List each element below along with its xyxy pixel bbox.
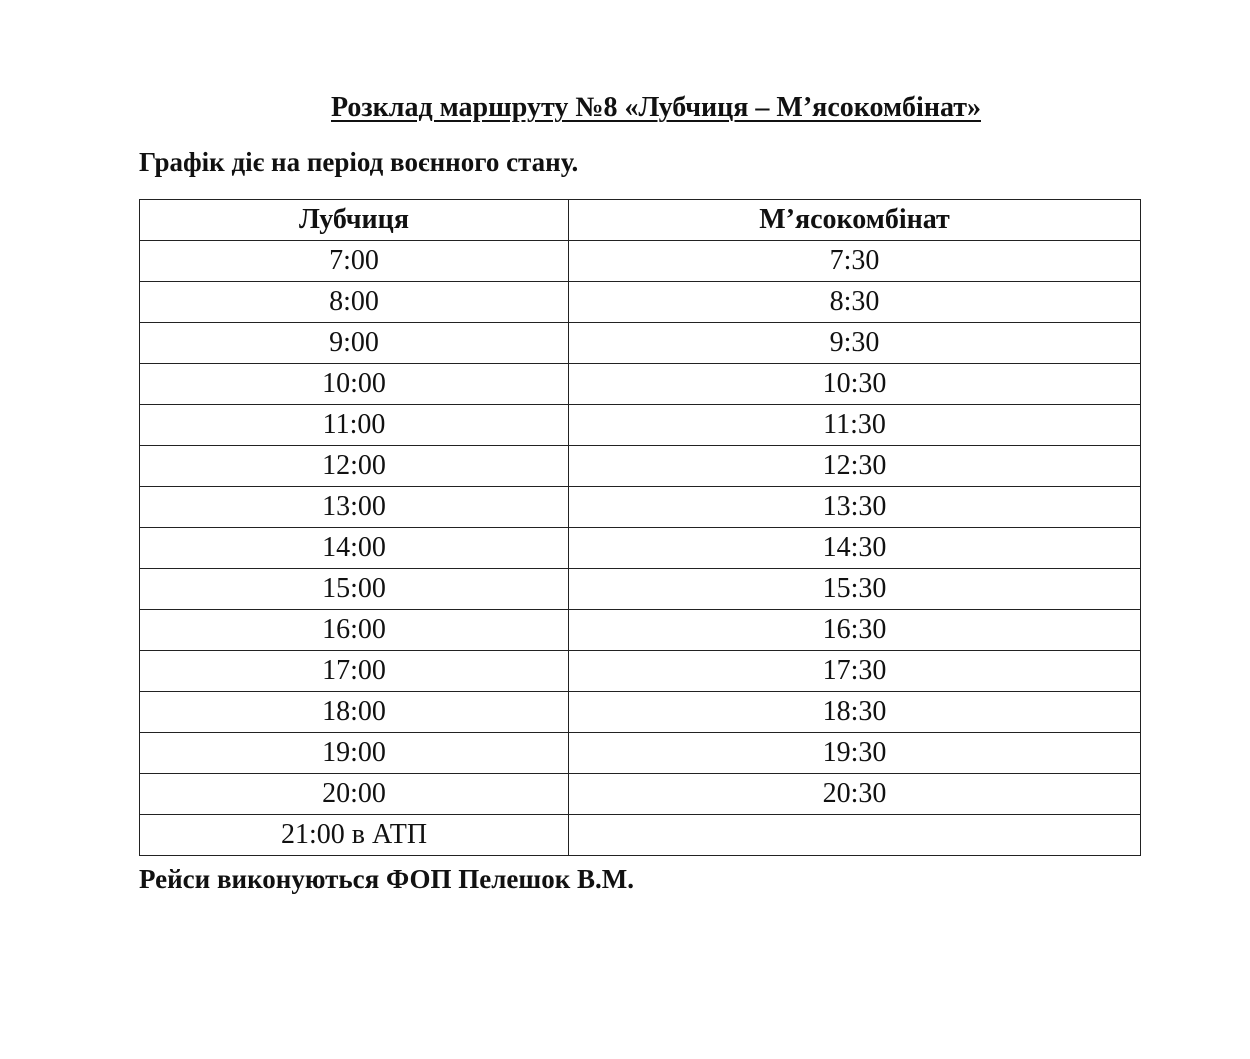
- departure-lubchytsia: 7:00: [140, 241, 569, 282]
- departure-miasokombinat: 20:30: [569, 774, 1141, 815]
- operator-note: Рейси виконуються ФОП Пелешок В.М.: [139, 864, 635, 894]
- departure-miasokombinat: [569, 815, 1141, 856]
- schedule-body: [140, 241, 1141, 856]
- departure-miasokombinat: 19:30: [569, 733, 1141, 774]
- departure-miasokombinat: 15:30: [569, 569, 1141, 610]
- departure-miasokombinat: 13:30: [569, 487, 1141, 528]
- departure-lubchytsia: 18:00: [140, 692, 569, 733]
- departure-lubchytsia: 17:00: [140, 651, 569, 692]
- departure-miasokombinat: 7:30: [569, 241, 1141, 282]
- schedule-table: [139, 199, 1141, 856]
- departure-miasokombinat: 18:30: [569, 692, 1141, 733]
- table-row: [140, 282, 1141, 323]
- table-row: [140, 528, 1141, 569]
- departure-lubchytsia: 19:00: [140, 733, 569, 774]
- departure-lubchytsia: 10:00: [140, 364, 569, 405]
- departure-miasokombinat: 17:30: [569, 651, 1141, 692]
- table-row: [140, 610, 1141, 651]
- validity-note: Графік діє на період воєнного стану.: [139, 147, 579, 177]
- document-title: Розклад маршруту №8 «Лубчиця – М’ясокомбінат»: [331, 92, 981, 123]
- departure-lubchytsia: 14:00: [140, 528, 569, 569]
- departure-miasokombinat: 16:30: [569, 610, 1141, 651]
- table-row: [140, 364, 1141, 405]
- table-row: [140, 733, 1141, 774]
- column-header-miasokombinat: М’ясокомбінат: [569, 200, 1141, 241]
- departure-lubchytsia: 20:00: [140, 774, 569, 815]
- table-row: [140, 569, 1141, 610]
- departure-lubchytsia: 9:00: [140, 323, 569, 364]
- departure-miasokombinat: 12:30: [569, 446, 1141, 487]
- departure-miasokombinat: 9:30: [569, 323, 1141, 364]
- departure-lubchytsia: 12:00: [140, 446, 569, 487]
- table-row: [140, 487, 1141, 528]
- departure-lubchytsia: 11:00: [140, 405, 569, 446]
- table-row: [140, 241, 1141, 282]
- table-header-row: [140, 200, 1141, 241]
- column-header-lubchytsia: Лубчиця: [140, 200, 569, 241]
- departure-miasokombinat: 11:30: [569, 405, 1141, 446]
- table-row: [140, 446, 1141, 487]
- table-row: [140, 651, 1141, 692]
- departure-lubchytsia: 8:00: [140, 282, 569, 323]
- departure-lubchytsia: 15:00: [140, 569, 569, 610]
- table-row: [140, 774, 1141, 815]
- departure-lubchytsia: 21:00 в АТП: [140, 815, 569, 856]
- table-row: [140, 692, 1141, 733]
- departure-miasokombinat: 8:30: [569, 282, 1141, 323]
- table-row: [140, 815, 1141, 856]
- departure-miasokombinat: 10:30: [569, 364, 1141, 405]
- table-row: [140, 405, 1141, 446]
- departure-lubchytsia: 13:00: [140, 487, 569, 528]
- departure-miasokombinat: 14:30: [569, 528, 1141, 569]
- departure-lubchytsia: 16:00: [140, 610, 569, 651]
- table-row: [140, 323, 1141, 364]
